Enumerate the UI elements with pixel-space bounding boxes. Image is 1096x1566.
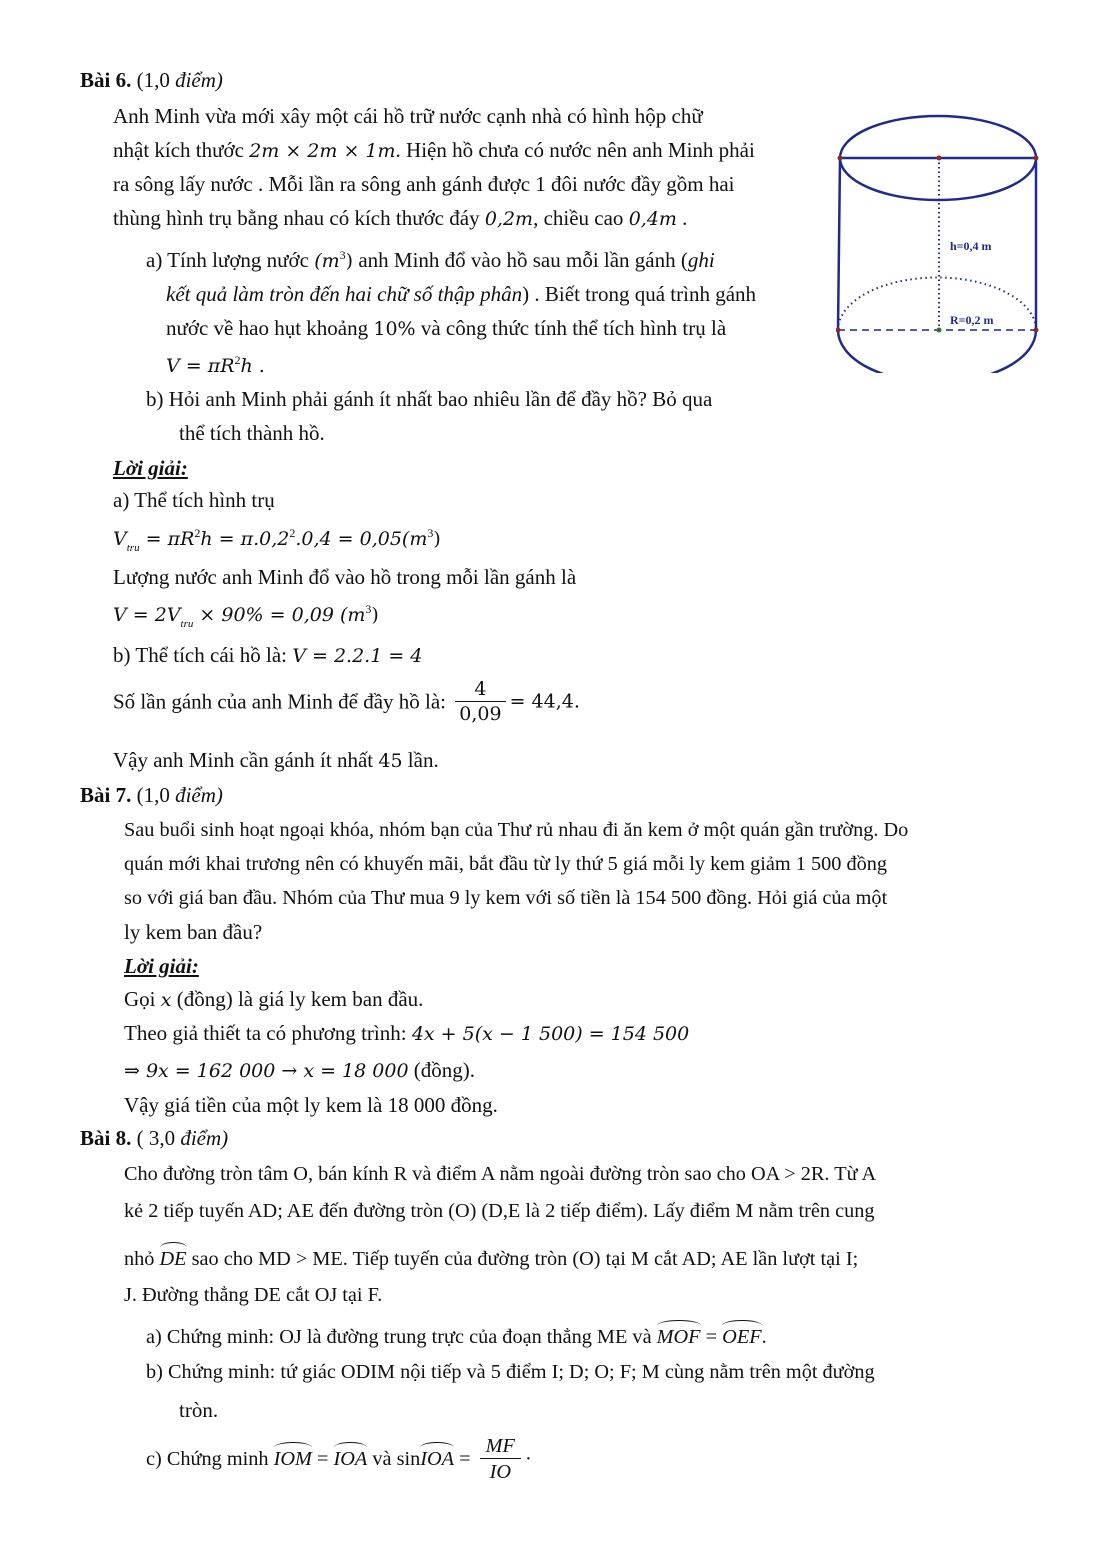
text: , chiều cao [533,206,629,230]
angle-ioa: IOA [333,1448,368,1471]
bai6-conclusion [113,750,439,771]
text: và công thức tính thể tích hình trụ là [415,316,727,340]
math: h = π.0,2 [200,528,290,550]
bai6-question-b-line-1: b) Hỏi anh Minh phải gánh ít nhất bao nhiêu lần để đầy hồ? Bỏ qua [146,387,713,411]
bai8-heading [80,1128,228,1149]
angle-oef: OEF [722,1326,762,1348]
math: ) [371,604,379,626]
text: nước về hao hụt khoảng [166,316,374,340]
fraction-numerator: 4 [455,680,505,702]
math: × 90% = 0,09 (m [193,604,366,626]
text: Theo giả thiết ta có phương trình: [124,1021,412,1045]
math-formula: h . [240,355,265,377]
bai7-solution-line-1 [124,989,423,1010]
bai8-question-b-line-2: tròn. [179,1398,219,1422]
bai6-problem-line-1: Anh Minh vừa mới xây một cái hồ trữ nước cạnh nhà có hình hộp chữ [113,104,703,128]
text: = [454,1448,476,1471]
fraction-denominator: IO [489,1461,511,1484]
text: và sin [367,1448,421,1471]
bai6-score-unit: điểm) [175,68,223,92]
point [836,328,841,333]
bai8-title: Bài 8. [80,1126,132,1150]
bai8-question-a [146,1327,767,1347]
math-unit: (m [314,250,340,272]
bai7-solution-line-3 [124,1060,475,1081]
text: (đồng). [408,1058,476,1082]
text: nhỏ [124,1248,160,1270]
bai6-solution-b-line-1 [113,645,422,666]
math: .0,4 = 0,05(m [295,528,428,550]
bai6-question-a-line-2 [166,284,756,305]
cylinder-figure [836,108,1051,379]
math-sup: 3 [339,248,346,262]
bai8-problem-line-4: J. Đường thẳng DE cắt OJ tại F. [124,1284,383,1306]
text: anh Minh đổ vào hồ sau mỗi lần gánh ( [353,248,688,272]
fraction-numerator: MF [480,1436,521,1459]
math-sup: 2 [194,526,201,540]
bai7-title: Bài 7. [80,783,132,807]
math: V = 2V [113,604,181,626]
math-sup: 3 [365,602,372,616]
bai7-conclusion: Vậy giá tiền của một ly kem là 18 000 đồng. [124,1093,498,1117]
text: b) Thể tích cái hồ là: [113,643,293,667]
text: a) Chứng minh: OJ là đường trung trực của đoạn thẳng ME và [146,1326,657,1348]
radius-label: R=0,2 m [950,313,994,327]
point [1034,328,1039,333]
text: sao cho MD > ME. Tiếp tuyến của đường tròn (O) tại M cắt AD; AE lần lượt tại I; [186,1248,859,1270]
text-italic: ghi [687,248,715,272]
math-dimensions: 2m × 2m × 1m [249,140,396,162]
bai6-solution-title: Lời giải: [113,456,188,480]
arc-de: DE [159,1248,187,1270]
fraction [455,680,505,724]
math-percent: 10% [373,318,416,340]
bai8-problem-line-1: Cho đường tròn tâm O, bán kính R và điểm A nằm ngoài đường tròn sao cho OA > 2R. Từ A [124,1163,877,1185]
math-sup: 2 [289,526,296,540]
bai7-problem-line-4: ly kem ban đầu? [124,920,263,944]
text: = [311,1448,334,1471]
bai8-question-c [146,1436,532,1483]
fraction-denominator: 0,09 [459,703,502,725]
bai7-solution-title: Lời giải: [124,954,199,978]
bai7-score-unit: điểm) [175,783,223,807]
text: a) Tính lượng nước [146,248,315,272]
bai7-problem-line-2: quán mới khai trương nên có khuyến mãi, bắt đầu từ ly thứ 5 giá mỗi ly kem giảm 1 500 đồng [124,853,888,875]
math: = 44,4. [509,690,580,713]
math-sub: tru [126,542,140,554]
angle-ioa: IOA [420,1448,455,1471]
angle-iom: IOM [273,1448,312,1471]
bai6-solution-a-formula-1 [113,527,441,554]
math-base: 0,2m [484,208,534,230]
math: ) [433,528,441,550]
bai6-title: Bài 6. [80,68,132,92]
bottom-back-arc [838,277,1036,330]
bottom-front-arc [838,330,1036,373]
math-sup: 2 [234,353,241,367]
math-height: 0,4m [628,208,677,230]
text: . [761,1326,767,1348]
math-formula: V = πR [166,355,235,377]
text: Vậy anh Minh cần gánh ít nhất [113,748,379,772]
text-italic: kết quả làm tròn đến hai chữ số thập phân [166,282,523,306]
text: c) Chứng minh [146,1448,274,1471]
bai6-problem-line-4 [113,208,687,229]
text: · [524,1448,532,1471]
cylinder-diagram [836,108,1051,373]
bai6-heading [80,70,223,91]
bai7-score: (1,0 [136,783,170,807]
bai6-score: (1,0 [136,68,170,92]
bai6-question-a-line-3 [166,318,726,339]
bai8-problem-line-3 [124,1249,858,1269]
text: . [676,206,688,230]
bai6-solution-b-line-2 [113,680,580,724]
bai7-problem-line-3: so với giá ban đầu. Nhóm của Thư mua 9 ly kem với số tiền là 154 500 đồng. Hỏi giá của một [124,887,888,909]
text: . Hiện hồ chưa có nước nên anh Minh phải [395,138,755,162]
text: lần. [402,748,439,772]
text: nhật kích thước [113,138,250,162]
text: (đồng) là giá ly kem ban đầu. [171,987,424,1011]
point [937,156,942,161]
left-side [838,158,840,330]
bai6-question-a-formula [166,354,265,376]
bai6-solution-a-text: Lượng nước anh Minh đổ vào hồ trong mỗi lần gánh là [113,565,577,589]
bai6-question-b-line-2: thể tích thành hồ. [179,421,325,445]
math-equation: 4x + 5(x − 1 500) = 154 500 [411,1023,690,1045]
angle-mof: MOF [656,1326,701,1348]
bai7-problem-line-1: Sau buổi sinh hoạt ngoại khóa, nhóm bạn của Thư rủ nhau đi ăn kem ở một quán gần trường. Do [124,819,909,841]
math-variable: x [160,989,172,1011]
bai8-question-b-line-1: b) Chứng minh: tứ giác ODIM nội tiếp và 5 điểm I; D; O; F; M cùng nằm trên một đường [146,1361,875,1383]
fraction [480,1436,521,1483]
text: Số lần gánh của anh Minh để đầy hồ là: [113,689,452,714]
math: = πR [139,528,195,550]
text: ) . Biết trong quá trình gánh [522,282,757,306]
math: V = 2.2.1 = 4 [292,645,423,667]
math-sub: tru [180,618,194,630]
point [838,156,843,161]
bai6-problem-line-2 [113,140,755,161]
bai6-problem-line-3: ra sông lấy nước . Mỗi lần ra sông anh gánh được 1 đôi nước đầy gồm hai [113,172,735,196]
bai6-question-a-line-1 [146,249,715,271]
math-sup: 3 [427,526,434,540]
height-label: h=0,4 m [950,239,992,253]
center-point [937,328,942,333]
text: = [700,1326,723,1348]
math-equation: ⇒ 9x = 162 000 → x = 18 000 [124,1060,409,1082]
bai6-solution-a-heading: a) Thể tích hình trụ [113,488,275,512]
bai6-solution-a-formula-2 [113,603,379,630]
bai7-solution-line-2 [124,1023,689,1044]
math: 45 [378,750,403,772]
text: Gọi [124,987,161,1011]
bai8-score-unit: điểm) [180,1126,229,1150]
bai8-score: ( 3,0 [136,1126,176,1150]
bai8-problem-line-2: kẻ 2 tiếp tuyến AD; AE đến đường tròn (O) (D,E là 2 tiếp điểm). Lấy điểm M nằm trên cung [124,1200,875,1222]
point [1034,156,1039,161]
text: thùng hình trụ bằng nhau có kích thước đáy [113,206,485,230]
bai7-heading [80,785,223,806]
math-paren: ) [345,250,354,272]
math: V [113,528,127,550]
